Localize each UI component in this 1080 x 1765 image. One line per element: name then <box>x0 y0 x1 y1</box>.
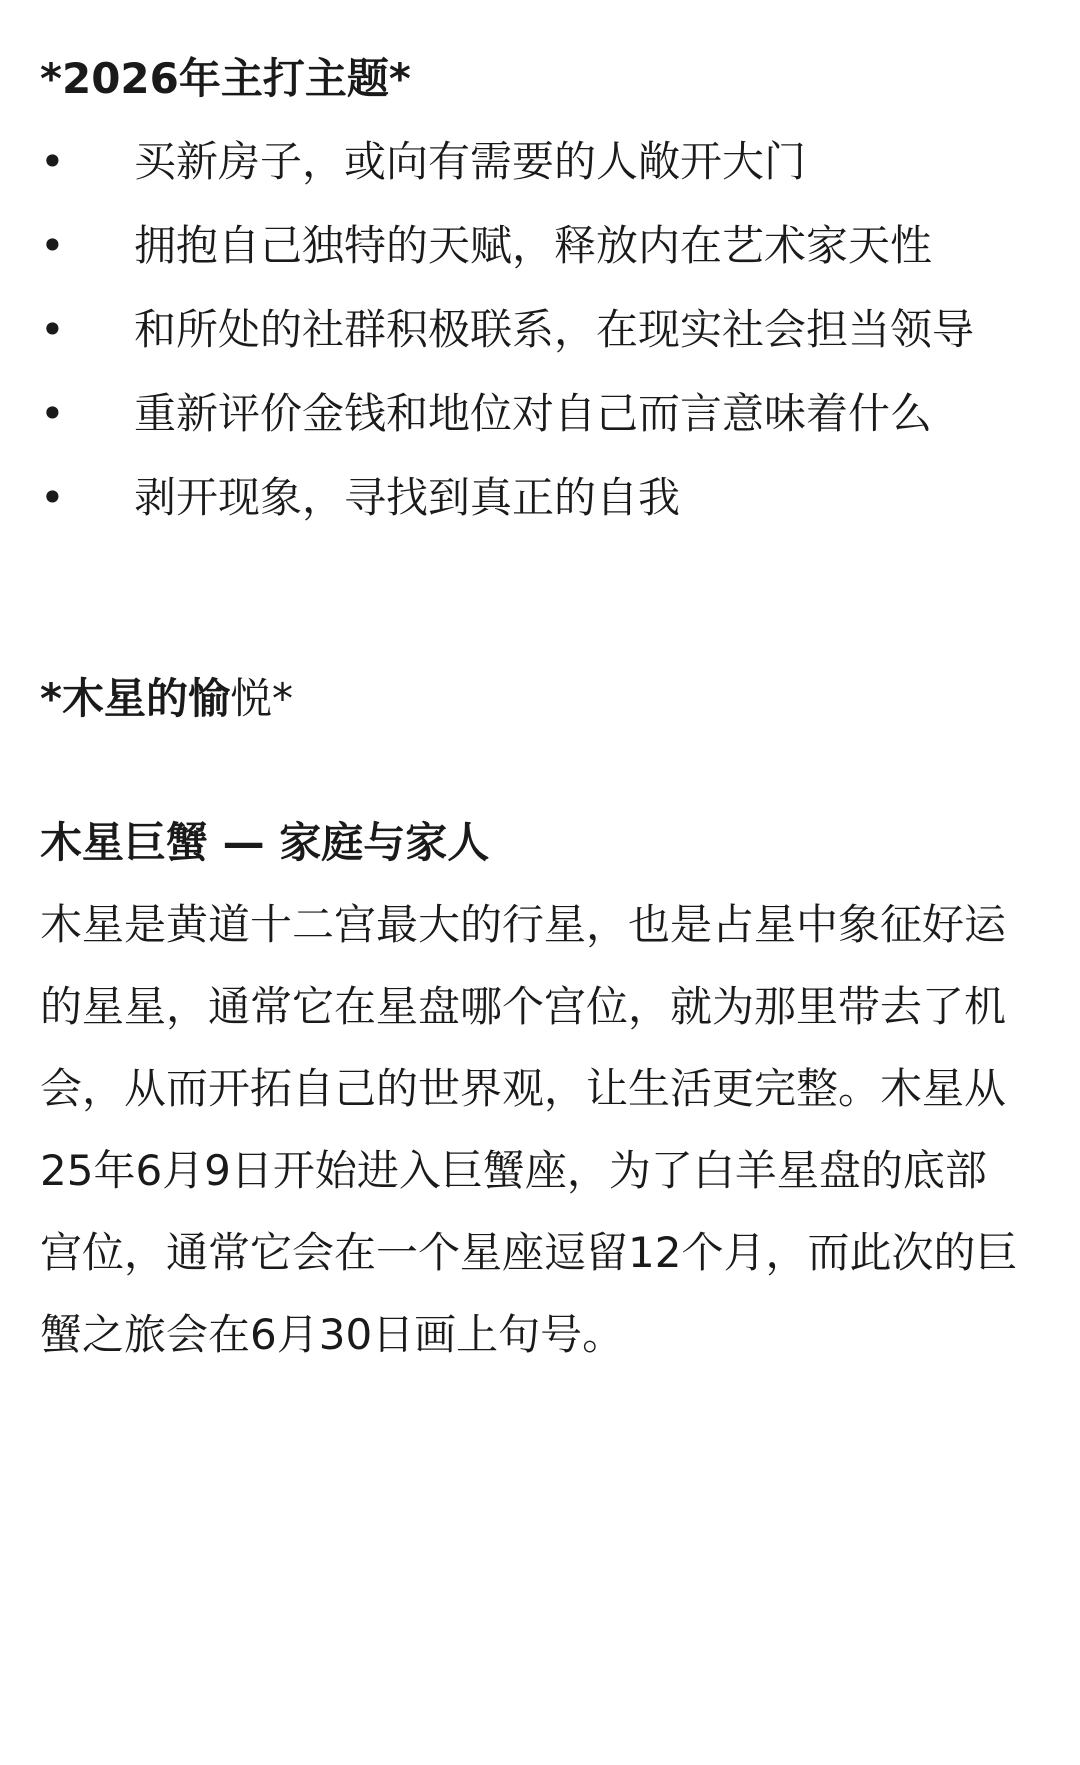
section-heading-themes: *2026年主打主题* <box>40 54 411 103</box>
heading-bold-part: *木星的愉 <box>40 674 230 723</box>
list-item-text: 买新房子，或向有需要的人敞开大门 <box>134 137 807 186</box>
list-item <box>40 204 1080 288</box>
themes-list <box>40 120 1050 540</box>
bullet-icon: • <box>40 305 65 354</box>
list-item-text: 拥抱自己独特的天赋，释放内在艺术家天性 <box>134 221 933 270</box>
body-paragraph: 木星是黄道十二宫最大的行星，也是占星中象征好运的星星，通常它在星盘哪个宫位，就为那里带去了机会，从而开拓自己的世界观，让生活更完整。木星从25年6月9日开始进入巨蟹座，为了白羊星盘的底部宫位，通常它会在一个星座逗留12个月，而此次的巨蟹之旅会在6月30日画上句号。 <box>40 900 1018 1359</box>
list-item-text: 剥开现象，寻找到真正的自我 <box>134 473 681 522</box>
bullet-icon: • <box>40 473 65 522</box>
list-item <box>40 372 1080 456</box>
list-item <box>40 456 1080 540</box>
list-item <box>40 120 1080 204</box>
list-item <box>40 288 1080 372</box>
list-item-text: 和所处的社群积极联系，在现实社会担当领导 <box>134 305 975 354</box>
spacer <box>40 740 1050 802</box>
list-item-text: 重新评价金钱和地位对自己而言意味着什么 <box>134 389 933 438</box>
heading-thin-part: 悦* <box>229 674 293 723</box>
spacer <box>40 540 1050 658</box>
bullet-icon: • <box>40 389 65 438</box>
bullet-icon: • <box>40 221 65 270</box>
article <box>40 38 1050 1376</box>
bullet-icon: • <box>40 137 65 186</box>
subheading-jupiter-cancer: 木星巨蟹 — 家庭与家人 <box>40 818 490 867</box>
section-heading-jupiter <box>40 658 1050 740</box>
